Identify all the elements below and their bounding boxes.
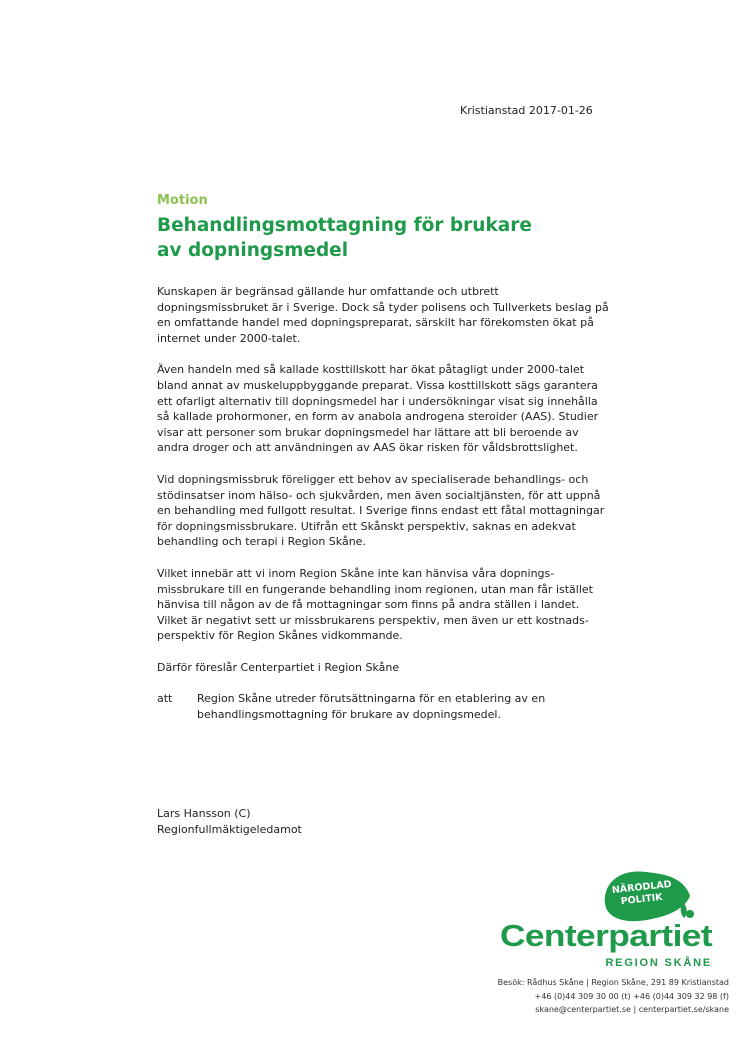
signature-block	[157, 806, 302, 838]
document-body	[157, 284, 612, 723]
footer-address: Besök: Rådhus Skåne | Region Skåne, 291 89 Kristianstad	[497, 978, 729, 987]
title-line-2: av dopningsmedel	[157, 240, 349, 261]
proposal-clause	[157, 691, 612, 722]
att-keyword: att	[157, 692, 173, 706]
centerpartiet-logo	[496, 866, 716, 970]
document-type-label: Motion	[157, 193, 208, 208]
body-paragraph: Kunskapen är begränsad gällande hur omfattande och utbrett dopningsmissbruket är i Sverige. Dock så tyder polisens och Tullverkets beslag på en omfattande handel med dopningspreparat, särskilt har förekomsten ökat på internet under 2000-talet.	[157, 285, 609, 345]
badge-line-1: NÄRODLAD	[611, 878, 673, 897]
title-line-1: Behandlingsmottagning för brukare	[157, 215, 532, 236]
footer-web: skane@centerpartiet.se | centerpartiet.se/skane	[535, 1005, 729, 1014]
att-text: Region Skåne utreder förutsättningarna för en etablering av en behandlingsmottagning för brukare av dopningsmedel.	[197, 692, 546, 722]
body-paragraph: Vilket innebär att vi inom Region Skåne inte kan hänvisa våra dopnings-missbrukare till en fungerande behandling inom regionen, utan man får istället hänvisa till någon av de få mottagningar som finns på andra ställen i landet. Vilket är negativt sett ur missbrukarens perspektiv, men även ur ett kostnads-perspektiv för Region Skånes vidkommande.	[157, 566, 593, 643]
body-paragraph: Även handeln med så kallade kosttillskott har ökat påtagligt under 2000-talet bland annat av muskeluppbyggande preparat. Vissa kosttillskott sägs garantera ett ofarligt alternativ till dopningsmedel har i undersökningar visat sig innehålla så kallade prohormoner, en form av anabola androgena steroider (AAS). Studier visar att personer som brukar dopningsmedel har lättare att bli beroende av andra droger och att användningen av AAS ökar risken för våldsbrottslighet.	[157, 363, 599, 455]
logo-region: REGION SKÅNE	[605, 957, 712, 969]
signature-role: Regionfullmäktigeledamot	[157, 823, 302, 836]
contact-footer	[498, 976, 729, 1017]
footer-phone: +46 (0)44 309 30 00 (t) +46 (0)44 309 32 98 (f)	[534, 991, 729, 1001]
signature-name: Lars Hansson (C)	[157, 807, 251, 820]
document-date: Kristianstad 2017-01-26	[460, 104, 593, 117]
document-title	[157, 213, 597, 263]
leaf-badge-icon	[605, 871, 694, 921]
body-paragraph: Vid dopningsmissbruk föreligger ett behov av specialiserade behandlings- och stödinsatser inom hälso- och sjukvården, men även socialtjänsten, för att uppnå en behandling med fullgott resultat. I Sverige finns endast ett fåtal mottagningar för dopningsmissbrukare. Utifrån ett Skånskt perspektiv, saknas en adekvat behandling och terapi i Region Skåne.	[157, 472, 605, 549]
logo-wordmark: Centerpartiet	[500, 918, 713, 953]
proposal-intro: Därför föreslår Centerpartiet i Region Skåne	[157, 660, 400, 674]
badge-line-2: POLITIK	[620, 891, 664, 908]
